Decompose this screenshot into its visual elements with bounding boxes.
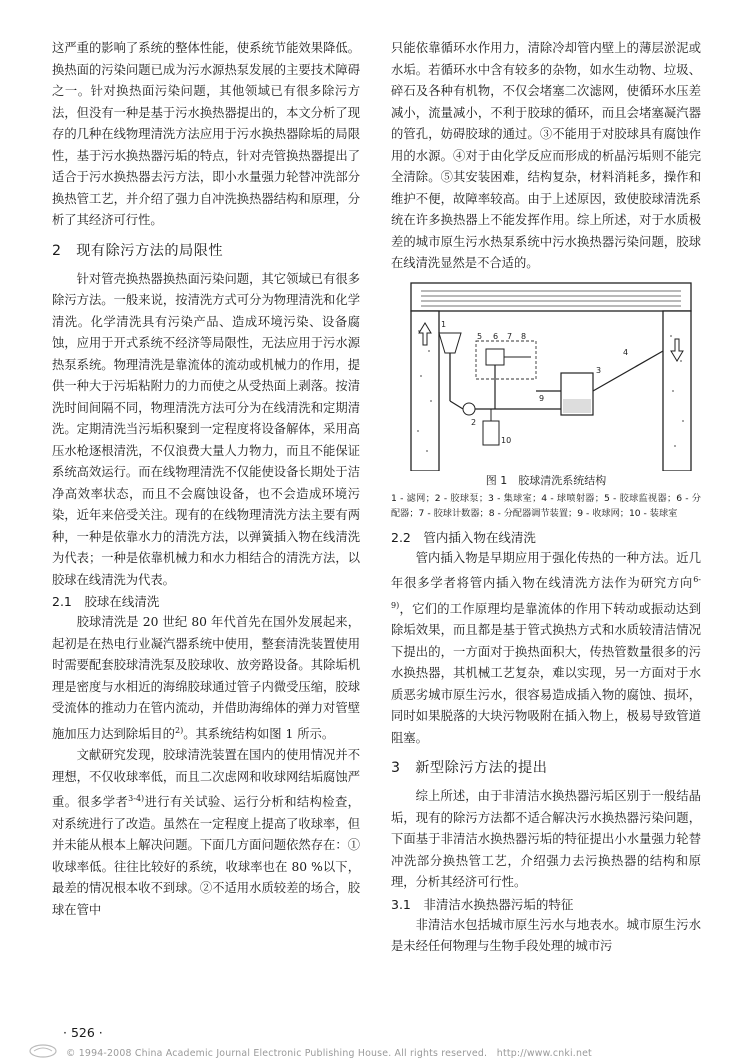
figure-label: 8 xyxy=(521,331,527,341)
paragraph-text: 胶球清洗是 20 世纪 80 年代首先在国外发展起来，起初是在热电行业凝汽器系统中使用，整套清洗装置使用时需要配套胶球清洗泵及胶球收、放旁路设备。其除垢机理是密度与水相近的海绵胶球通过管子内微受压缩，胶球受流体的推动力在管内流动，并借助海绵体的弹力对管壁施加压力达到除垢目的 xyxy=(52,615,360,741)
figure-label: 10 xyxy=(501,435,512,445)
paragraph-text: ，它们的工作原理均是靠流体的作用下转动或振动达到除垢效果，而且都是基于管式换热方式和水质较清洁情况下提出的，一方面对于换热面积大，传热管数量很多的污水换热器，其机械工艺复杂，难以实现，另一方面对于水质恶劣城市原生污水，很容易造成插入物的腐蚀、损坏，同时如果脱落的大块污物吸附在插入物上，极易导致管道阻塞。 xyxy=(391,601,701,745)
publisher-logo-icon xyxy=(28,1043,58,1059)
right-column xyxy=(391,38,701,958)
figure-label: 6 xyxy=(493,331,499,341)
paragraph xyxy=(52,612,360,745)
citation: 6-9) xyxy=(391,575,701,610)
paragraph-text: 文献研究发现，胶球清洗装置在国内的使用情况并不理想，不仅收球率低，而且二次虑网和收球网结垢腐蚀严重。很多学者 xyxy=(52,748,360,810)
section-heading: 2 现有除污方法的局限性 xyxy=(52,242,224,259)
paragraph-text: 。其系统结构如图 1 所示。 xyxy=(183,726,335,741)
subsection-heading: 2.2 管内插入物在线清洗 xyxy=(391,529,536,545)
paragraph xyxy=(52,745,360,921)
paragraph-text: 进行有关试验、运行分析和结构检查，对系统进行了改造。虽然在一定程度上提高了收球率，但并未能从根本上解决问题。下面几方面问题依然存在：①收球率低。往往比较好的系统，收球率也在 80 %以下，最差的情况根本收不到球。②不适用水质较差的场合，胶球在管中 xyxy=(52,795,360,917)
right-pipe xyxy=(663,311,691,471)
paragraph: 只能依靠循环水作用力，清除冷却管内壁上的薄层淤泥或水垢。若循环水中含有较多的杂物，如水生动物、垃圾、碎石及各种有机物，不仅会堵塞二次滤网，使循环水压差减小，流量减小，不利于胶球的循环，而且会堵塞凝汽器的管孔，妨碍胶球的通过。③不能用于对胶球具有腐蚀作用的水源。④对于由化学反应而形成的析晶污垢则不能完全清除。⑤其安装困难，结构复杂，材料消耗多，操作和维护不便，故障率较高。由于上述原因，致使胶球清洗系统在许多换热器上不能发挥作用。综上所述，对于水质极差的城市原生污水热泵系统中污水换热器污染问题，胶球在线清洗显然是不合适的。 xyxy=(391,41,701,270)
copyright-text: © 1994-2008 China Academic Journal Electronic Publishing House. All rights reserved. http://www.cnki.net xyxy=(66,1048,592,1059)
footer xyxy=(0,1039,748,1063)
citation: 2) xyxy=(174,725,184,735)
filter-net xyxy=(439,333,461,353)
pipe xyxy=(593,351,663,391)
paragraph-text: 管内插入物是早期应用于强化传热的一种方法。近几年很多学者将管内插入物在线清洗方法作为研究方向 xyxy=(391,550,701,591)
pipe xyxy=(450,401,463,409)
figure-diagram xyxy=(391,281,701,471)
citation: 3-4) xyxy=(128,794,145,804)
subsection-heading: 2.1 胶球在线清洗 xyxy=(52,594,160,609)
ball-cleaning-system-diagram xyxy=(391,281,701,471)
paragraph: 针对管壳换热器换热面污染问题，其它领域已有很多除污方法。一般来说，按清洗方式可分为物理清洗和化学清洗。化学清洗具有污染产品、造成环境污染、设备腐蚀，应用于开式系统不经济等局限性，无法应用于污水源热泵系统。物理清洗是靠流体的流动或机械力的作用，提供一种大于污垢粘附力的力而使之从受热面上剥落。按清洗时间间隔不同，物理清洗方法可分为在线清洗和定期清洗。定期清洗当污垢积聚到一定程度将设备解体，采用高压水枪逐根清洗，不仅浪费大量人力物力，而且不能保证系统高效运行。而在线物理清洗不仅能使设备长期处于洁净高效率状态，而且不会腐蚀设备，也不会造成环境污染，近年来倍受关注。现有的在线物理清洗方法主要有两种，一种是依靠水力的清洗方法，以弹簧插入物在线清洗为代表；一种是依靠机械力和水力相结合的清洗方法，以胶球在线清洗为代表。 xyxy=(52,271,360,587)
paragraph xyxy=(391,548,701,750)
figure-label: 5 xyxy=(477,331,483,341)
ball-loader xyxy=(483,421,499,445)
figure-label: 4 xyxy=(623,347,629,357)
distributor-box xyxy=(476,341,536,379)
figure-caption: 图 1 胶球清洗系统结构 xyxy=(485,473,607,487)
figure-label: 7 xyxy=(507,331,513,341)
figure-label: 2 xyxy=(471,417,477,427)
figure-legend: 1 - 滤网；2 - 胶球泵；3 - 集球室；4 - 球喷射器；5 - 胶球监视器；6 - 分配器；7 - 胶球计数器；8 - 分配器调节装置；9 - 收球网；10 - 装球室 xyxy=(391,492,701,519)
ball-pump xyxy=(463,403,475,415)
figure-label: 9 xyxy=(539,393,545,403)
section-heading: 3 新型除污方法的提出 xyxy=(391,760,548,777)
condenser-box xyxy=(411,283,691,311)
figure-label: 3 xyxy=(596,365,602,375)
paragraph: 综上所述，由于非清洁水换热器污垢区别于一般结晶垢，现有的除污方法都不适合解决污水换热器污染问题，下面基于非清洁水换热器污垢的特征提出小水量强力轮替冲洗部分换热管工艺，介绍强力去污换热器的结构和原理，分析其经济可行性。 xyxy=(391,789,701,890)
left-column xyxy=(52,38,360,921)
paragraph: 非清洁水包括城市原生污水与地表水。城市原生污水是未经任何物理与生物手段处理的城市污 xyxy=(391,917,701,954)
ball-counter xyxy=(486,349,504,365)
figure-label: 1 xyxy=(441,319,447,329)
page-number: · 526 · xyxy=(63,1025,103,1040)
paragraph: 这严重的影响了系统的整体性能，使系统节能效果降低。换热面的污染问题已成为污水源热泵发展的主要技术障碍之一。针对换热面污染问题，其他领域已有很多除污方法，但没有一种是基于污水换热器提出的，本文分析了现存的几种在线物理清洗方法应用于污水换热器除垢的局限性，基于污水换热器污垢的特点，针对壳管换热器提出了适合于污水换热器去污方法，即小水量强力轮替冲洗部分换热管工艺，并介绍了强力自冲洗换热器结构和原理，分析了其经济可行性。 xyxy=(52,41,360,227)
subsection-heading: 3.1 非清洁水换热器污垢的特征 xyxy=(391,896,574,912)
